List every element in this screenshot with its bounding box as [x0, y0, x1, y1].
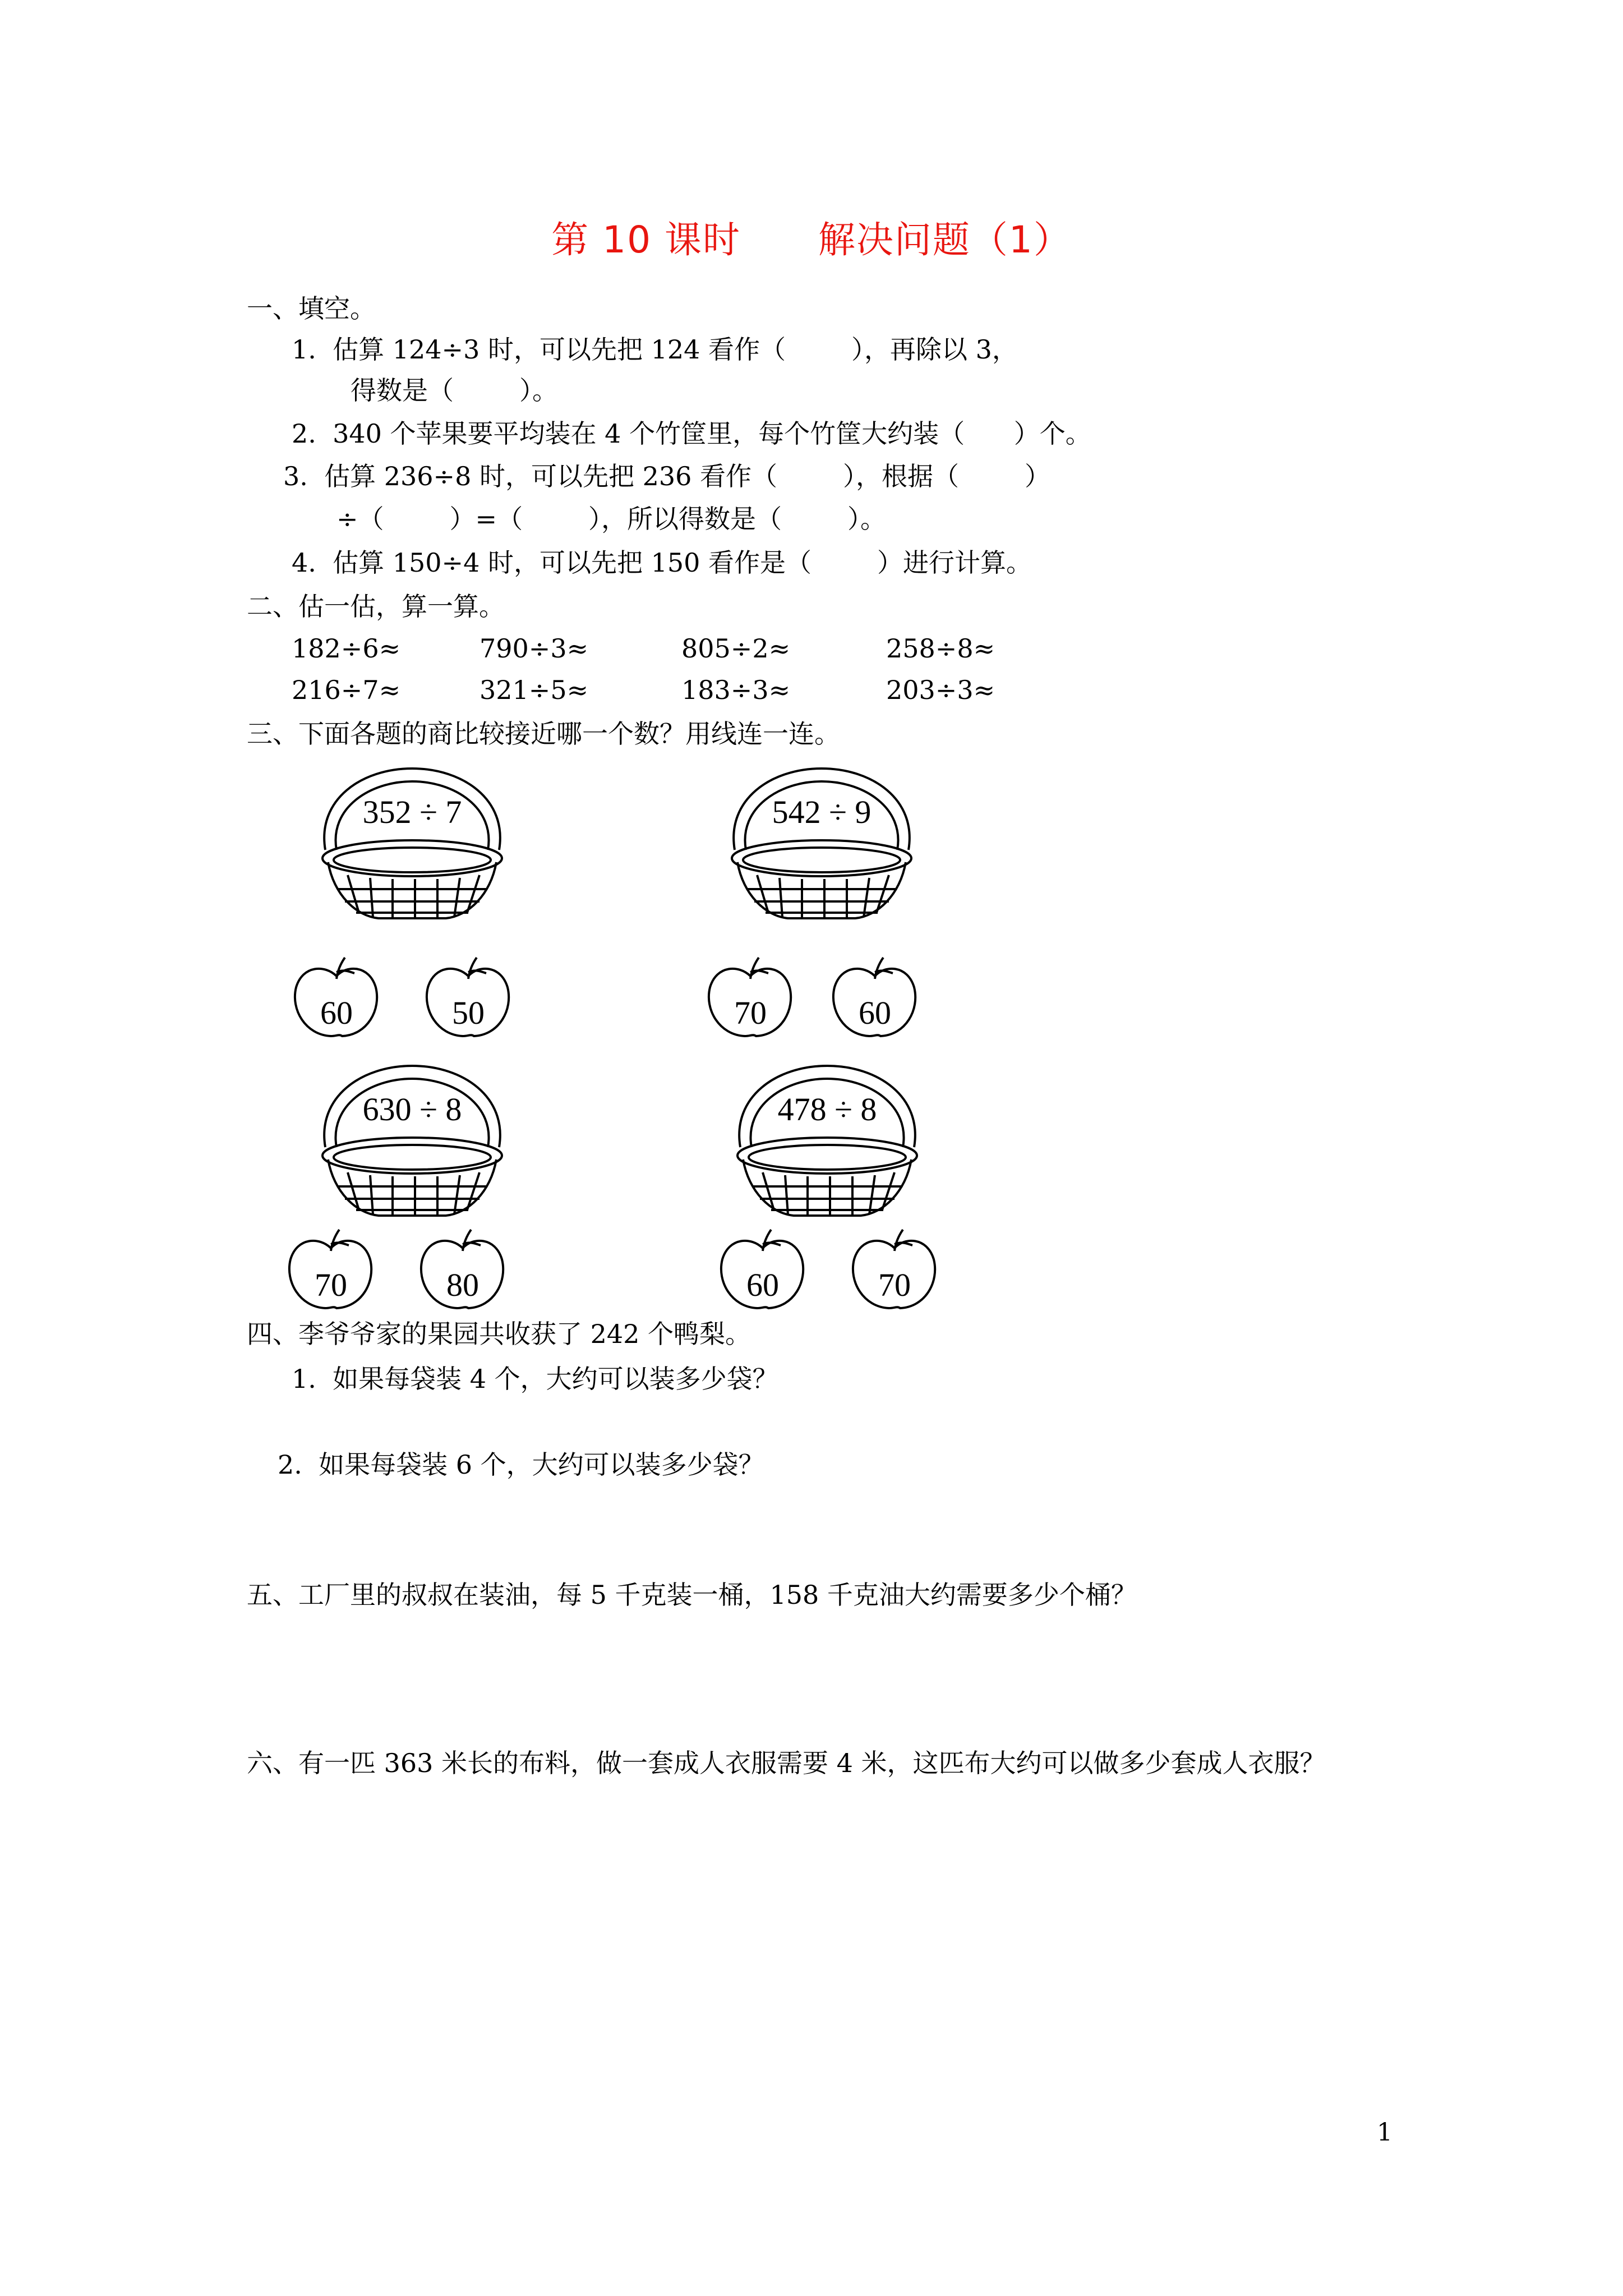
basket-expr: 542 ÷ 9 [772, 794, 872, 830]
section1-q3-line1: 3. 估算 236÷8 时，可以先把 236 看作（ ），根据（ ） [283, 461, 1050, 491]
estimate-item: 805÷2≈ [681, 633, 791, 664]
section4-q2: 2. 如果每袋装 6 个，大约可以装多少袋？ [278, 1450, 764, 1480]
apple-option [718, 1228, 808, 1313]
apple-value: 60 [746, 1267, 779, 1303]
apple-value: 80 [446, 1267, 479, 1303]
apple-value: 70 [878, 1267, 911, 1303]
estimate-item: 321÷5≈ [479, 675, 589, 705]
basket-expr: 630 ÷ 8 [362, 1091, 462, 1128]
section3-heading: 三、下面各题的商比较接近哪一个数？用线连一连。 [247, 719, 840, 749]
apple-value: 70 [315, 1267, 347, 1303]
basket-4 [732, 1063, 923, 1220]
section5-question: 五、工厂里的叔叔在装油，每 5 千克装一桶，158 千克油大约需要多少个桶？ [247, 1580, 1137, 1610]
basket-2 [726, 766, 917, 923]
apple-option [706, 956, 795, 1041]
apple-value: 60 [320, 995, 353, 1031]
basket-3 [317, 1063, 508, 1220]
estimate-item: 182÷6≈ [292, 633, 401, 664]
apple-value: 50 [452, 995, 485, 1031]
section1-q2: 2. 340 个苹果要平均装在 4 个竹筐里，每个竹筐大约装（ ）个。 [292, 418, 1091, 449]
basket-1 [317, 766, 508, 923]
estimate-item: 203÷3≈ [886, 675, 995, 705]
estimate-item: 258÷8≈ [886, 633, 995, 664]
apple-option [292, 956, 381, 1041]
section2-heading: 二、估一估，算一算。 [247, 591, 505, 622]
apple-option [286, 1228, 376, 1313]
apple-option [850, 1228, 939, 1313]
section1-q1-line1: 1. 估算 124÷3 时，可以先把 124 看作（ ），再除以 3， [292, 334, 1018, 365]
section4-q1: 1. 如果每袋装 4 个，大约可以装多少袋？ [292, 1364, 778, 1394]
section1-q4: 4. 估算 150÷4 时，可以先把 150 看作是（ ）进行计算。 [292, 547, 1032, 578]
section1-heading: 一、填空。 [247, 293, 376, 324]
apple-option [423, 956, 513, 1041]
apple-option [830, 956, 920, 1041]
estimate-item: 216÷7≈ [292, 675, 401, 705]
page-title: 第 10 课时 解决问题（1） [551, 218, 1072, 261]
estimate-item: 183÷3≈ [681, 675, 791, 705]
section1-q1-line2: 得数是（ ）。 [351, 375, 558, 406]
basket-expr: 352 ÷ 7 [362, 794, 462, 830]
estimate-item: 790÷3≈ [479, 633, 589, 664]
section1-q3-line2: ÷（ ）=（ ），所以得数是（ ）。 [336, 504, 887, 534]
apple-option [418, 1228, 508, 1313]
basket-expr: 478 ÷ 8 [777, 1091, 877, 1128]
section4-heading: 四、李爷爷家的果园共收获了 242 个鸭梨。 [247, 1319, 751, 1349]
apple-value: 60 [859, 995, 891, 1031]
section6-question: 六、有一匹 363 米长的布料，做一套成人衣服需要 4 米，这匹布大约可以做多少套成人衣服？ [247, 1748, 1326, 1778]
page-number: 1 [1377, 2118, 1393, 2147]
apple-value: 70 [734, 995, 767, 1031]
